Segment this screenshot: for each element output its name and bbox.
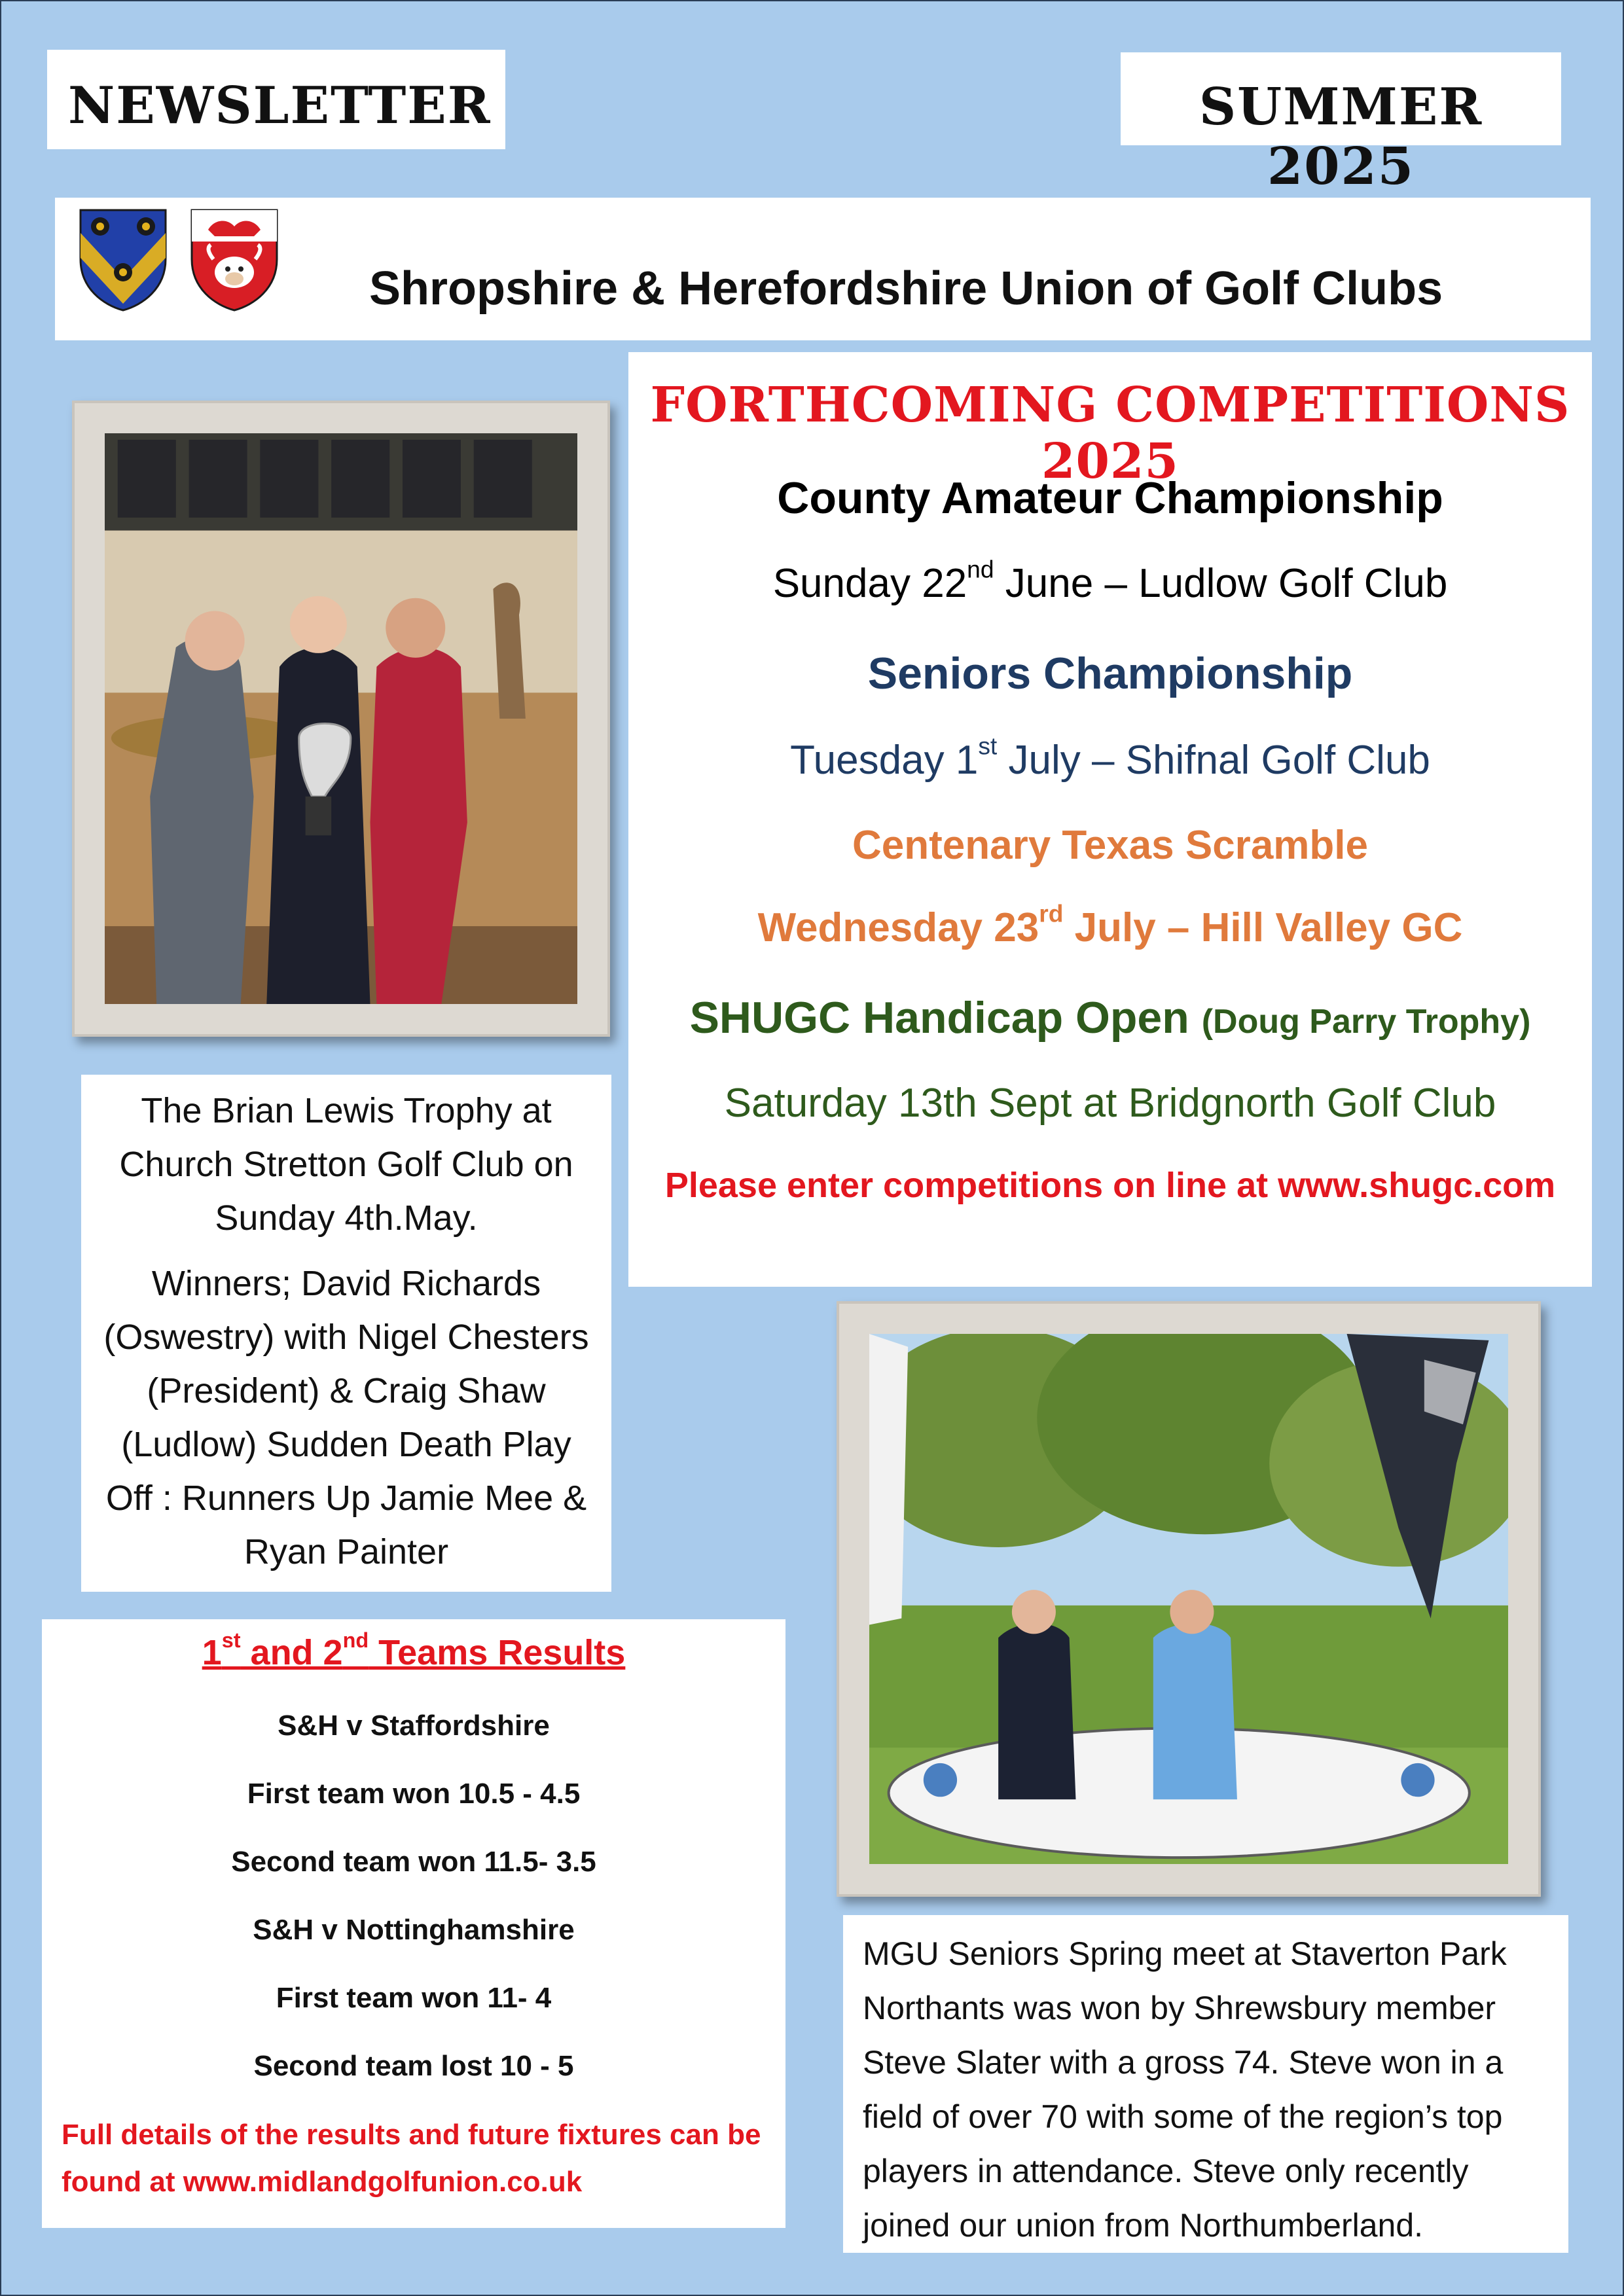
- seniors-title: Seniors Championship: [867, 649, 1353, 698]
- handicap-open-date: Saturday 13th Sept at Bridgnorth Golf Club: [724, 1081, 1496, 1126]
- union-title-bar: [55, 198, 1591, 340]
- team-result-line: S&H v Staffordshire: [278, 1710, 550, 1742]
- mgu-photo: [869, 1334, 1508, 1864]
- trophy-photo: [105, 433, 577, 1004]
- team-result-line: Second team lost 10 - 5: [253, 2050, 574, 2082]
- handicap-open-title: SHUGC Handicap Open (Doug Parry Trophy): [689, 993, 1531, 1043]
- county-amateur-title: County Amateur Championship: [777, 473, 1443, 523]
- texas-scramble-title: Centenary Texas Scramble: [852, 823, 1369, 868]
- mgu-photo-frame: [837, 1301, 1541, 1897]
- brian-lewis-panel: [81, 1075, 611, 1592]
- newsletter-label-box: [47, 50, 505, 149]
- mgu-panel: [843, 1915, 1568, 2253]
- team-results-heading: 1st and 2nd Teams Results: [202, 1628, 626, 1672]
- edition-label-box: [1121, 52, 1561, 196]
- newsletter-label: NEWSLETTER: [68, 76, 492, 135]
- team-result-line: Second team won 11.5- 3.5: [231, 1846, 596, 1878]
- brian-lewis-trophy-info: The Brian Lewis Trophy at Church Stretton Golf Club on Sunday 4th.May.: [119, 1091, 573, 1238]
- shropshire-crest-icon: [77, 207, 169, 312]
- texas-scramble-date: Wednesday 23rd July – Hill Valley GC: [757, 899, 1463, 950]
- team-results-footer: Full details of the results and future fixtures can be found at www.midlandgolfunion.co.uk: [62, 2119, 761, 2198]
- team-results-panel: [42, 1619, 785, 2228]
- union-title: Shropshire & Herefordshire Union of Golf Clubs: [369, 262, 1443, 315]
- seniors-date: Tuesday 1st July – Shifnal Golf Club: [790, 732, 1430, 783]
- edition-label: SUMMER 2025: [1199, 77, 1483, 196]
- enter-competitions-note: Please enter competitions on line at www.shugc.com: [664, 1166, 1556, 1205]
- herefordshire-crest-icon: [189, 207, 280, 312]
- mgu-seniors-report: MGU Seniors Spring meet at Staverton Park Northants was won by Shrewsbury member Steve Slater with a gross 74. Steve won in a field of over 70 with some of the region’s top players in attendance. Steve only recently joined our union from Northumberland.: [863, 1935, 1507, 2244]
- county-amateur-date: Sunday 22nd June – Ludlow Golf Club: [772, 555, 1448, 606]
- team-result-line: First team won 11- 4: [276, 1982, 552, 2014]
- competitions-panel: [628, 352, 1592, 1287]
- trophy-photo-frame: [72, 401, 610, 1037]
- competitions-heading: FORTHCOMING COMPETITIONS 2025: [650, 377, 1570, 490]
- team-result-line: First team won 10.5 - 4.5: [247, 1778, 581, 1810]
- team-result-line: S&H v Nottinghamshire: [253, 1914, 575, 1946]
- brian-lewis-winners: Winners; David Richards (Oswestry) with Nigel Chesters (President) & Craig Shaw (Ludlow) Sudden Death Play Off : Runners Up Jamie Mee & Ryan Painter: [103, 1264, 589, 1571]
